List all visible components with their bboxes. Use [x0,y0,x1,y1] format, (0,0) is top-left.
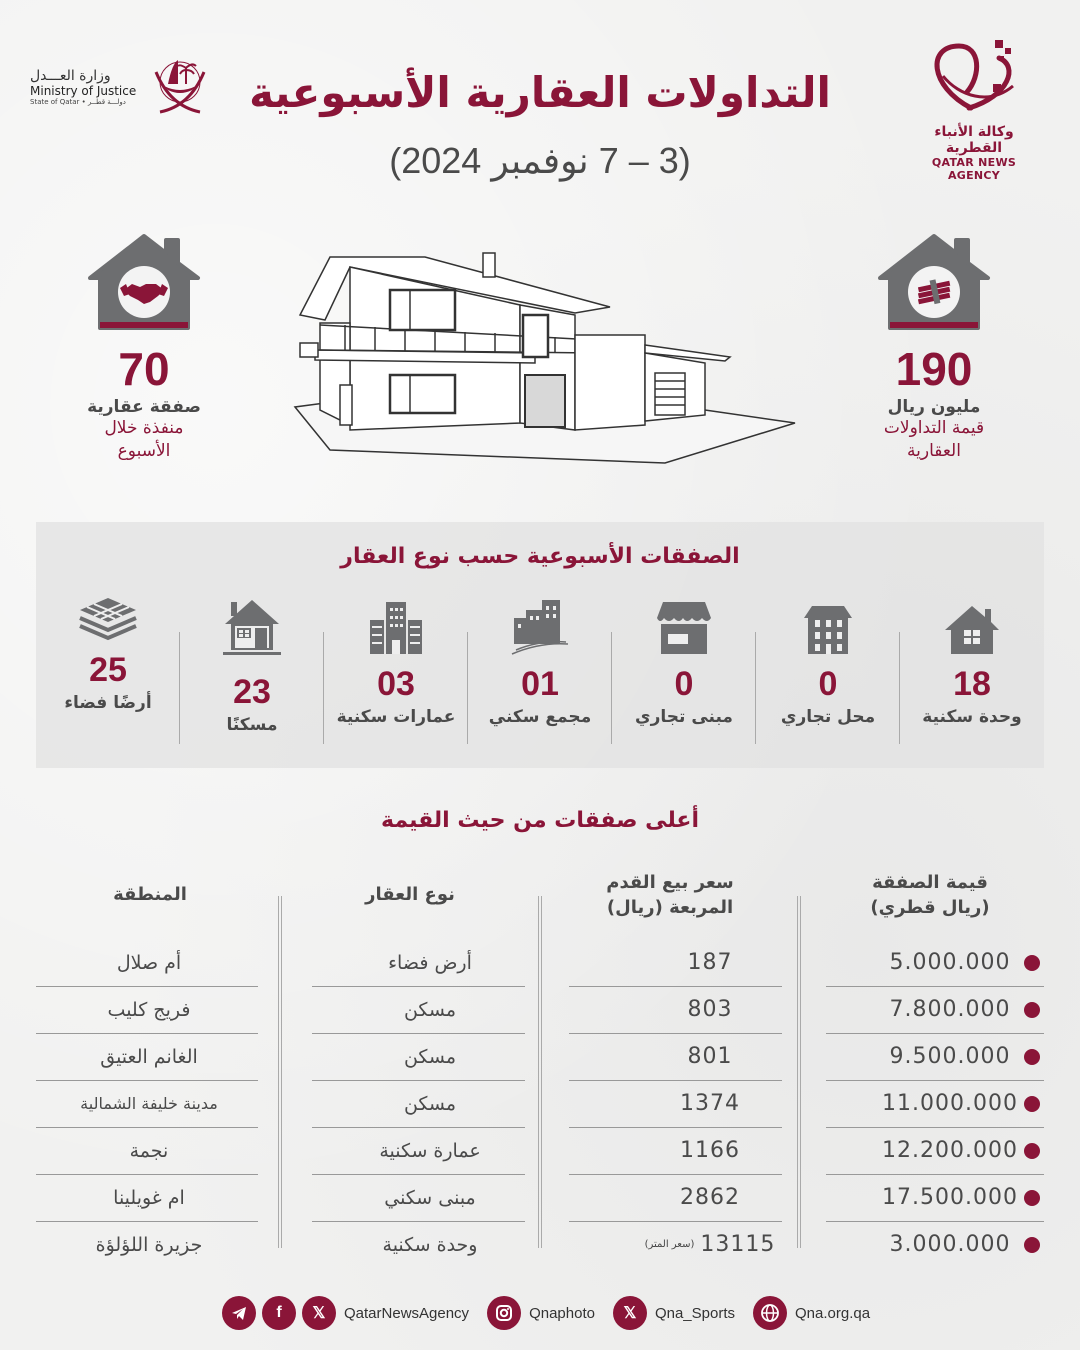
type-label: مجمع سكني [488,707,592,728]
telegram-icon[interactable] [222,1296,256,1330]
agency-name-en: QATAR NEWS AGENCY [931,156,1017,182]
bullet-dot [1024,1143,1040,1159]
cell-area: نجمة [129,1140,169,1162]
house-frame-icon [86,232,202,332]
page-title: التداولات العقارية الأسبوعية [249,68,831,117]
table-row [36,1034,1044,1080]
qatar-news-agency-logo [904,36,1044,182]
type-value: 18 [953,665,991,703]
globe-icon[interactable] [753,1296,787,1330]
type-value: 0 [674,665,694,703]
cell-area: فريج كليب [107,999,191,1021]
cell-type: مبنى سكني [384,1187,476,1209]
stat-deals [64,232,224,464]
table-row [36,1222,1044,1268]
website-link[interactable]: Qna.org.qa [795,1304,871,1322]
type-label: وحدة سكنية [922,707,1022,728]
house-icon [943,604,1001,656]
residential-complex-icon [510,596,570,656]
social-handle-qnaphoto[interactable]: Qnaphoto [529,1304,595,1322]
cell-value: 9.500.000 [889,1044,1011,1069]
cell-type: وحدة سكنية [382,1234,478,1256]
type-homes [180,592,324,752]
apartment-tower-icon [368,600,424,656]
cell-type: مسكن [403,1093,457,1115]
type-commercial-building [612,592,756,752]
cell-type: مسكن [403,1046,457,1068]
cell-price: 2862 [680,1185,740,1210]
type-residential-buildings [324,592,468,752]
type-label: عمارات سكنية [336,707,456,728]
type-residential-complex [468,592,612,752]
cell-type: أرض فضاء [388,952,472,974]
ministry-name-en: Ministry of Justice [30,84,137,98]
cell-value: 3.000.000 [889,1232,1011,1257]
header-price-per-sqft: سعر بيع القدم المربعة (ريال) [606,872,734,919]
top-deals-title: أعلى صفقات من حيث القيمة [381,808,699,833]
x-icon[interactable]: 𝕏 [613,1296,647,1330]
type-value: 23 [233,673,271,711]
cell-value: 12.200.000 [882,1138,1018,1163]
cell-area: أم صلال [116,952,182,974]
instagram-icon[interactable] [487,1296,521,1330]
cell-price: 1166 [680,1138,740,1163]
date-range: (3 – 7 نوفمبر 2024) [389,140,691,181]
cell-area: الغانم العتيق [100,1046,198,1068]
house-frame-icon [876,232,992,332]
property-types-panel [36,522,1044,768]
agency-name-ar: وكالة الأنباء القطرية [934,124,1014,156]
cell-area: مدينة خليفة الشمالية [80,1094,218,1113]
social-handle-qna-sports[interactable]: Qna_Sports [654,1304,735,1322]
panel-title: الصفقات الأسبوعية حسب نوع العقار [340,544,740,569]
bullet-dot [1024,955,1040,971]
price-value: 13115 [700,1232,776,1257]
stat-deals-sub2: الأسبوع [117,441,171,462]
type-label: أرضًا فضاء [64,693,152,714]
stat-deals-label: صفقة عقارية [87,396,201,417]
land-plots-icon [76,594,140,642]
building-icon [802,604,854,656]
social-handle-qatarnewsagency[interactable]: QatarNewsAgency [344,1304,470,1322]
header-area: المنطقة [113,884,187,905]
cell-value: 11.000.000 [882,1091,1018,1116]
facebook-icon[interactable]: f [262,1296,296,1330]
home-icon [223,598,281,656]
table-row [36,1128,1044,1174]
table-row [36,1175,1044,1221]
top-deals-table [36,940,1044,1268]
cell-type: عمارة سكنية [379,1140,481,1162]
table-row [36,987,1044,1033]
stat-deals-value: 70 [118,343,170,395]
table-row [36,940,1044,986]
cell-value: 17.500.000 [882,1185,1018,1210]
cell-price [600,1222,820,1268]
type-vacant-land [36,592,180,752]
ministry-of-justice-logo [30,40,210,120]
type-label: محل تجاري [780,707,876,728]
type-value: 03 [377,665,415,703]
cell-value: 7.800.000 [889,997,1011,1022]
type-label: مسكنًا [226,715,278,736]
type-value: 01 [521,665,559,703]
storefront-icon [655,600,713,656]
cell-value: 5.000.000 [889,950,1011,975]
type-value: 25 [89,651,127,689]
stat-value-unit: مليون ريال [887,396,981,417]
type-shop [756,592,900,752]
stat-deals-sub1: منفذة خلال [104,417,184,438]
stat-value-sub1: قيمة التداولات [883,417,985,438]
cell-area: جزيرة اللؤلؤة [95,1234,203,1256]
stat-value-sub2: العقارية [907,441,961,462]
house-illustration [285,235,810,465]
table-row [36,1081,1044,1127]
stat-value-amount: 190 [895,343,973,395]
type-residential-unit [900,592,1044,752]
stat-value [854,232,1014,464]
cell-price: 803 [687,997,733,1022]
header-property-type: نوع العقار [365,884,455,905]
cell-price: 187 [687,950,733,975]
cell-area: ام غويلينا [113,1187,185,1209]
header-deal-value: قيمة الصفقة (ريال قطري) [870,872,990,919]
cell-price: 801 [687,1044,733,1069]
x-icon[interactable]: 𝕏 [302,1296,336,1330]
cell-price: 1374 [680,1091,740,1116]
bullet-dot [1024,1002,1040,1018]
qna-logo-mark-icon [919,36,1029,116]
bullet-dot [1024,1096,1040,1112]
bullet-dot [1024,1049,1040,1065]
cell-type: مسكن [403,999,457,1021]
bullet-dot [1024,1190,1040,1206]
type-value: 0 [818,665,838,703]
ministry-name-ar: وزارة العـــدل [30,68,111,84]
type-label: مبنى تجاري [635,707,733,728]
ministry-state: State of Qatar • دولـــة قطــر [30,98,126,106]
price-note: (سعر المتر) [644,1239,695,1250]
social-footer [222,1294,882,1332]
bullet-dot [1024,1237,1040,1253]
